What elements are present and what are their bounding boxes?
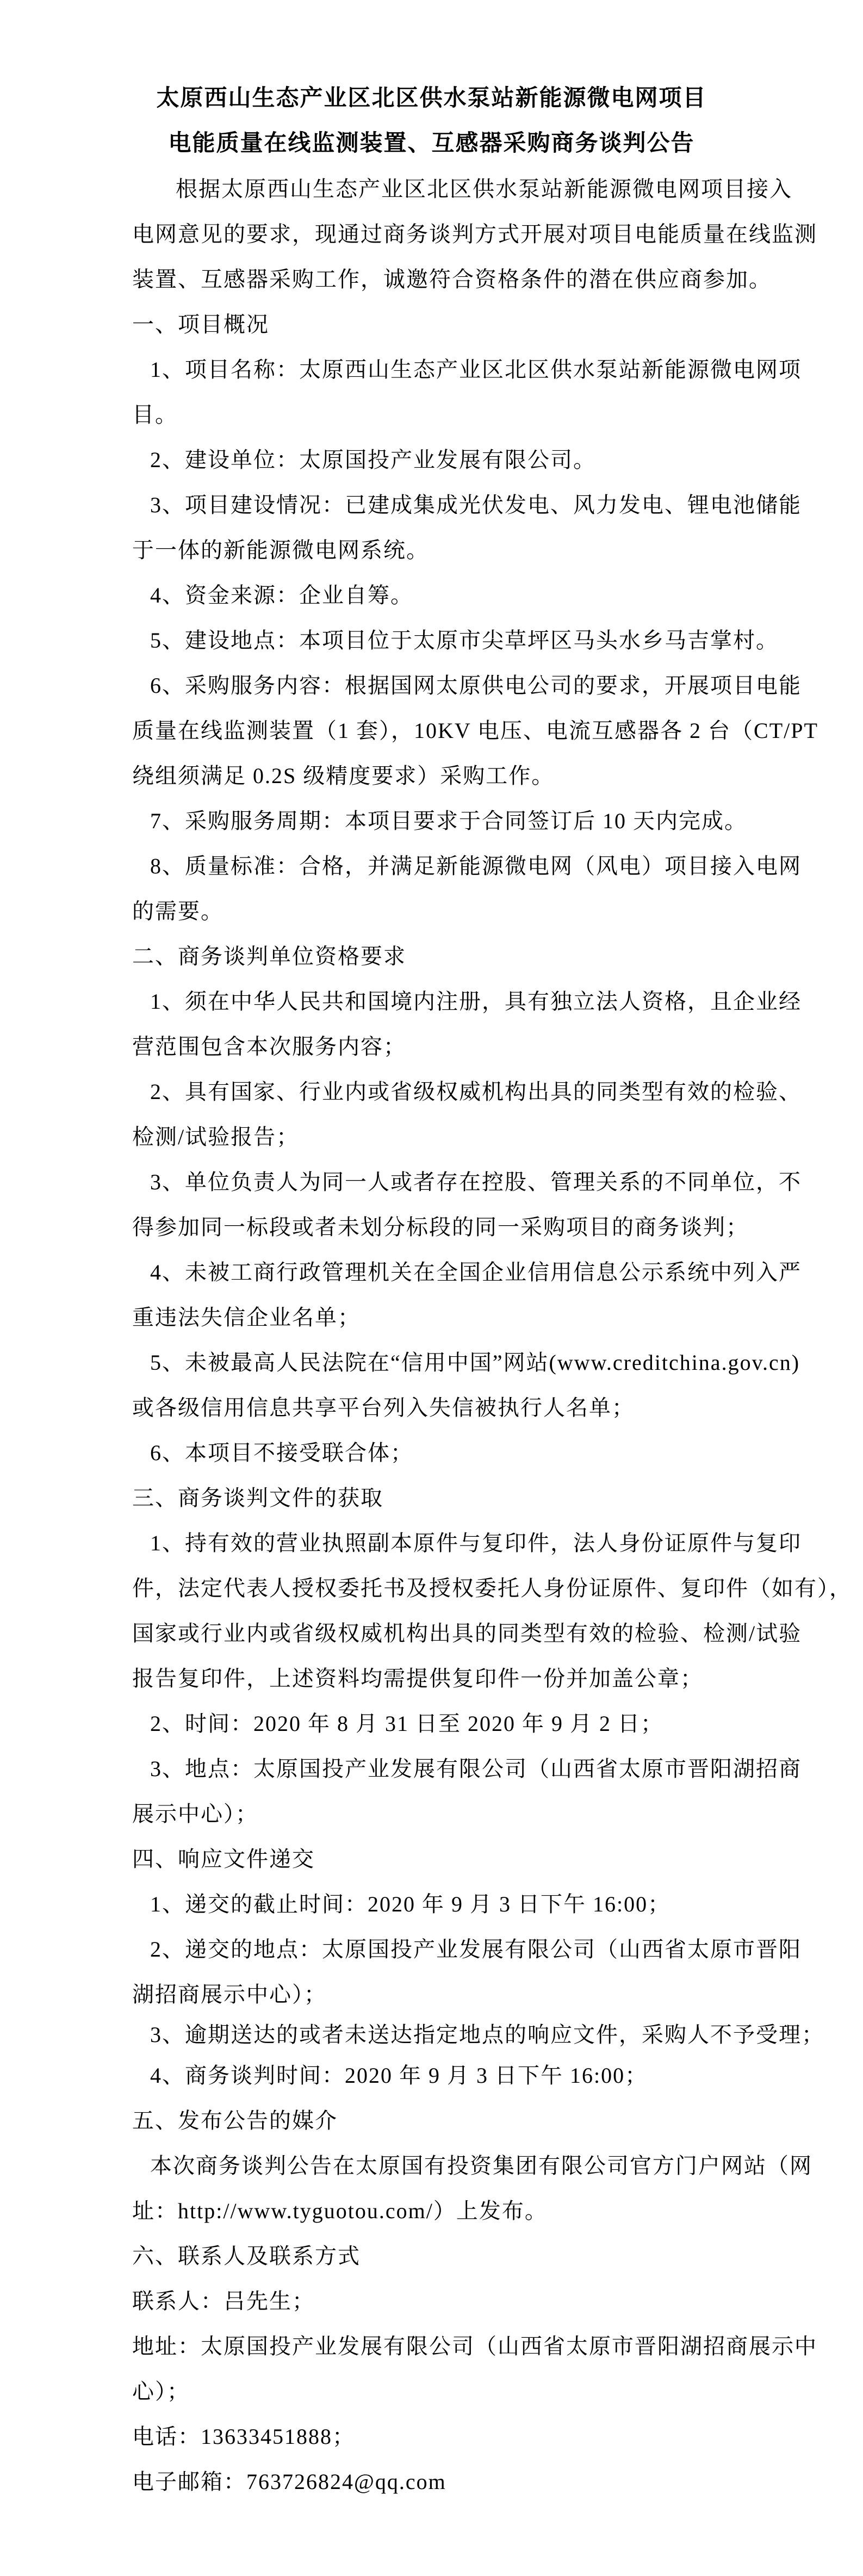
list-item-line: 3、逾期送达的或者未送达指定地点的响应文件，采购人不予受理； — [150, 2022, 824, 2047]
wrapped-text-line: 的需要。 — [132, 899, 223, 923]
list-item-line: 本次商务谈判公告在太原国有投资集团有限公司官方门户网站（网 — [150, 2153, 812, 2178]
list-item-line: 1、项目名称：太原西山生态产业区北区供水泵站新能源微电网项 — [150, 357, 802, 382]
list-item-line: 6、采购服务内容：根据国网太原供电公司的要求，开展项目电能 — [150, 673, 802, 698]
section-heading: 四、响应文件递交 — [132, 1847, 315, 1871]
wrapped-text-line: 得参加同一标段或者未划分标段的同一采购项目的商务谈判； — [132, 1215, 749, 1239]
list-item-line: 2、具有国家、行业内或省级权威机构出具的同类型有效的检验、 — [150, 1079, 802, 1104]
section-heading: 二、商务谈判单位资格要求 — [132, 944, 406, 969]
list-item-line: 3、单位负责人为同一人或者存在控股、管理关系的不同单位，不 — [150, 1170, 802, 1194]
wrapped-text-line: 电网意见的要求，现通过商务谈判方式开展对项目电能质量在线监测 — [132, 222, 817, 246]
section-heading: 三、商务谈判文件的获取 — [132, 1486, 383, 1510]
wrapped-text-line: 国家或行业内或省级权威机构出具的同类型有效的检验、检测/试验 — [132, 1621, 802, 1646]
wrapped-text-line: 心）； — [132, 2379, 190, 2404]
list-item-line: 8、质量标准：合格，并满足新能源微电网（风电）项目接入电网 — [150, 854, 802, 878]
title-line: 电能质量在线监测装置、互感器采购商务谈判公告 — [168, 131, 695, 156]
wrapped-text-line: 址：http://www.tyguotou.com/）上发布。 — [132, 2199, 548, 2223]
section-heading: 五、发布公告的媒介 — [132, 2108, 338, 2133]
wrapped-text-line: 重违法失信企业名单； — [132, 1305, 361, 1330]
wrapped-text-line: 绕组须满足 0.2S 级精度要求）采购工作。 — [132, 764, 555, 788]
title-line: 太原西山生态产业区北区供水泵站新能源微电网项目 — [156, 86, 707, 111]
list-item-line: 1、递交的截止时间：2020 年 9 月 3 日下午 16:00； — [150, 1892, 671, 1916]
wrapped-text-line: 地址：太原国投产业发展有限公司（山西省太原市晋阳湖招商展示中 — [132, 2334, 817, 2358]
wrapped-text-line: 湖招商展示中心）； — [132, 1982, 327, 2007]
wrapped-text-line: 装置、互感器采购工作，诚邀符合资格条件的潜在供应商参加。 — [132, 267, 772, 291]
wrapped-text-line: 报告复印件，上述资料均需提供复印件一份并加盖公章； — [132, 1666, 703, 1691]
list-item-line: 5、建设地点：本项目位于太原市尖草坪区马头水乡马吉掌村。 — [150, 628, 779, 653]
section-heading: 六、联系人及联系方式 — [132, 2244, 361, 2268]
list-item-line: 5、未被最高人民法院在“信用中国”网站(www.creditchina.gov.cn) — [150, 1350, 800, 1375]
list-item-line: 2、时间：2020 年 8 月 31 日至 2020 年 9 月 2 日； — [150, 1711, 663, 1736]
section-heading: 一、项目概况 — [132, 312, 269, 337]
list-item-line: 4、资金来源：企业自筹。 — [150, 583, 413, 607]
wrapped-text-line: 于一体的新能源微电网系统。 — [132, 538, 429, 562]
list-item-line: 1、须在中华人民共和国境内注册，具有独立法人资格，且企业经 — [150, 989, 802, 1014]
wrapped-text-line: 电子邮箱：763726824@qq.com — [132, 2469, 446, 2494]
wrapped-text-line: 件，法定代表人授权委托书及授权委托人身份证原件、复印件（如有）， — [132, 1576, 852, 1600]
list-item-line: 4、商务谈判时间：2020 年 9 月 3 日下午 16:00； — [150, 2063, 648, 2088]
wrapped-text-line: 质量在线监测装置（1 套），10KV 电压、电流互感器各 2 台（CT/PT — [132, 718, 818, 743]
list-item-line: 2、建设单位：太原国投产业发展有限公司。 — [150, 448, 596, 472]
wrapped-text-line: 或各级信用信息共享平台列入失信被执行人名单； — [132, 1395, 635, 1420]
wrapped-text-line: 营范围包含本次服务内容； — [132, 1034, 406, 1059]
list-item-line: 3、项目建设情况：已建成集成光伏发电、风力发电、锂电池储能 — [150, 493, 802, 517]
list-item-line: 6、本项目不接受联合体； — [150, 1441, 413, 1465]
list-item-line: 1、持有效的营业执照副本原件与复印件，法人身份证原件与复印 — [150, 1531, 802, 1555]
list-item-line: 7、采购服务周期：本项目要求于合同签订后 10 天内完成。 — [150, 809, 747, 833]
paragraph-first-line: 根据太原西山生态产业区北区供水泵站新能源微电网项目接入 — [176, 177, 792, 201]
announcement-document — [132, 76, 852, 2504]
wrapped-text-line: 联系人：吕先生； — [132, 2289, 315, 2313]
wrapped-text-line: 目。 — [132, 402, 178, 427]
wrapped-text-line: 电话：13633451888； — [132, 2424, 355, 2449]
wrapped-text-line: 展示中心）； — [132, 1802, 258, 1826]
list-item-line: 2、递交的地点：太原国投产业发展有限公司（山西省太原市晋阳 — [150, 1937, 802, 1962]
wrapped-text-line: 检测/试验报告； — [132, 1125, 300, 1149]
list-item-line: 3、地点：太原国投产业发展有限公司（山西省太原市晋阳湖招商 — [150, 1756, 802, 1781]
list-item-line: 4、未被工商行政管理机关在全国企业信用信息公示系统中列入严 — [150, 1260, 802, 1284]
